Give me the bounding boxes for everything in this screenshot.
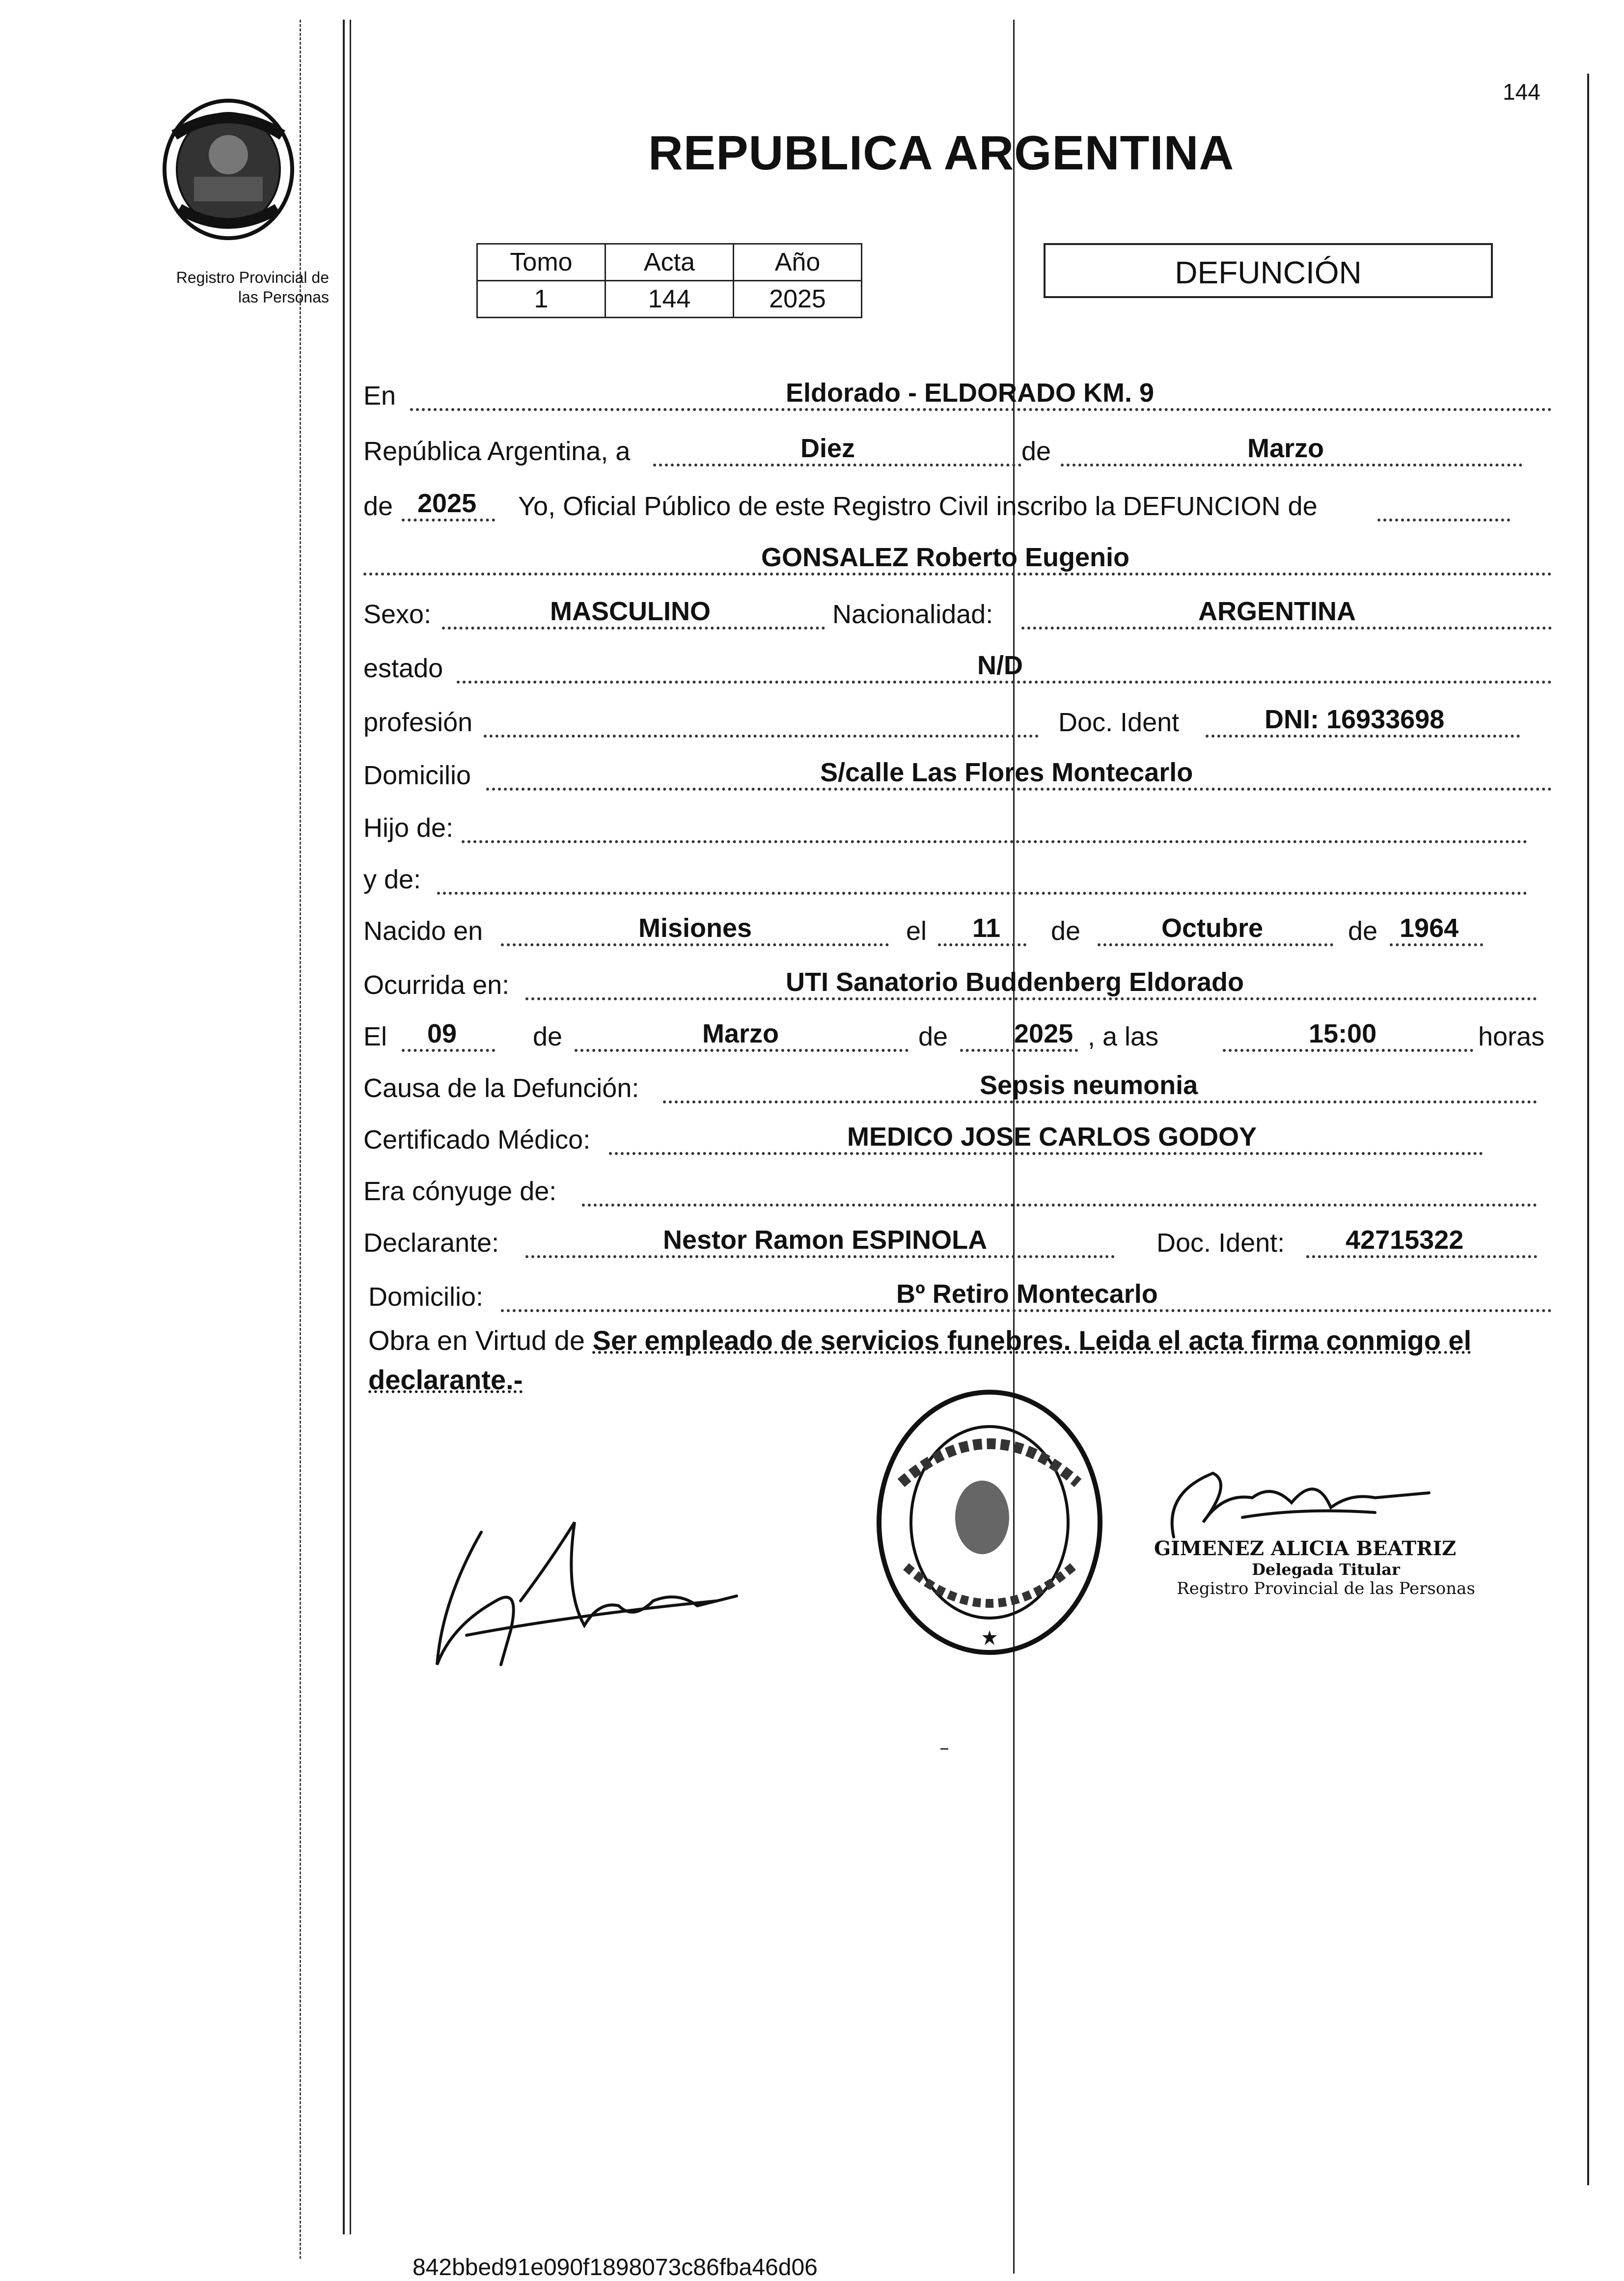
registry-caption-line1: Registro Provincial de — [176, 269, 329, 286]
nac-dia-value: 11 — [972, 913, 1001, 943]
row-decl-domicilio — [363, 1272, 1552, 1316]
causa-value: Sepsis neumonia — [980, 1071, 1198, 1100]
row-nombre — [363, 535, 1552, 579]
en-label: En — [363, 381, 396, 411]
docident-label: Doc. Ident — [1058, 708, 1180, 737]
official-title: Delegada Titular — [1252, 1560, 1400, 1579]
row-estado — [363, 643, 1552, 687]
def-hora-value: 15:00 — [1309, 1019, 1377, 1048]
conyuge-fill — [582, 1174, 1537, 1207]
official-block — [1154, 1537, 1498, 1598]
yde-label: y de: — [363, 865, 421, 894]
certificado-label: Certificado Médico: — [363, 1125, 591, 1154]
row-inscripcion — [363, 481, 1552, 525]
declarant-signature — [422, 1503, 746, 1679]
dia-value: Diez — [800, 434, 855, 463]
declarante-label: Declarante: — [363, 1228, 499, 1258]
domicilio-value: S/calle Las Flores Montecarlo — [820, 758, 1193, 787]
mes-value: Marzo — [1247, 434, 1324, 463]
declarant-signature-icon — [422, 1503, 746, 1679]
stamp-icon — [872, 1385, 1107, 1660]
nombre-value: GONSALEZ Roberto Eugenio — [761, 543, 1129, 572]
obra-value-line1: Ser empleado de servicios funebres. Leida el acta firma conmigo el — [592, 1325, 1472, 1356]
row-ocurrida — [363, 960, 1542, 1004]
record-table-header-row — [477, 244, 862, 281]
decl-doc-value: 42715322 — [1346, 1225, 1464, 1255]
row-nacido — [363, 906, 1542, 950]
ocurrida-label: Ocurrida en: — [363, 970, 510, 1000]
hijo-fill — [462, 811, 1527, 843]
declarante-value: Nestor Ramon ESPINOLA — [663, 1225, 988, 1255]
nac-de1-label: de — [1051, 916, 1081, 946]
alas-label: , a las — [1088, 1022, 1159, 1051]
profesion-fill — [484, 705, 1039, 738]
row-hijo — [363, 803, 1542, 847]
official-stamp — [872, 1385, 1107, 1660]
record-value-anio: 2025 — [734, 281, 862, 318]
el-label: el — [906, 916, 927, 946]
row-profesion — [363, 697, 1552, 742]
row-domicilio — [363, 750, 1552, 795]
def-de1-label: de — [533, 1022, 563, 1051]
province-seal — [155, 96, 302, 243]
record-table-value-row — [477, 281, 862, 318]
small-mark — [940, 1748, 948, 1750]
yo-fill — [1377, 489, 1510, 522]
def-anio-value: 2025 — [1014, 1019, 1073, 1048]
ocurrida-value: UTI Sanatorio Buddenberg Eldorado — [786, 967, 1244, 997]
row-yde — [363, 854, 1542, 899]
certificado-value: MEDICO JOSE CARLOS GODOY — [847, 1122, 1257, 1152]
record-header-tomo: Tomo — [477, 244, 606, 281]
nac-mes-value: Octubre — [1161, 913, 1264, 943]
decl-doc-label: Doc. Ident: — [1156, 1228, 1285, 1258]
republica-label: República Argentina, a — [363, 437, 631, 466]
de-label: de — [1021, 437, 1051, 466]
obra-value-line2: declarante.- — [368, 1364, 523, 1395]
obra-label: Obra en Virtud de — [368, 1325, 585, 1356]
row-fecha — [363, 426, 1552, 470]
registry-caption — [123, 268, 329, 307]
record-value-tomo: 1 — [477, 281, 606, 318]
record-table — [476, 243, 862, 318]
official-name: GIMENEZ ALICIA BEATRIZ — [1154, 1537, 1457, 1560]
def-dia-value: 09 — [427, 1019, 457, 1048]
nacido-value: Misiones — [638, 913, 752, 943]
conyuge-label: Era cónyuge de: — [363, 1177, 557, 1206]
official-office: Registro Provincial de las Personas — [1177, 1579, 1475, 1598]
nacionalidad-label: Nacionalidad: — [832, 600, 993, 629]
margin-line-left — [343, 20, 345, 2234]
hijo-label: Hijo de: — [363, 813, 454, 843]
row-certificado — [363, 1115, 1542, 1159]
row-fecha-defuncion — [363, 1012, 1552, 1056]
sexo-value: MASCULINO — [550, 597, 711, 626]
record-header-anio: Año — [734, 244, 862, 281]
row-declarante — [363, 1218, 1542, 1262]
nacionalidad-value: ARGENTINA — [1198, 597, 1356, 626]
horas-label: horas — [1478, 1022, 1545, 1051]
causa-label: Causa de la Defunción: — [363, 1073, 639, 1103]
nacido-label: Nacido en — [363, 916, 483, 946]
margin-line-right — [1587, 74, 1589, 2185]
official-signature-icon — [1154, 1463, 1459, 1547]
decl-domicilio-value: Bº Retiro Montecarlo — [896, 1279, 1158, 1309]
page-number: 144 — [1503, 79, 1541, 105]
docident-value: DNI: 16933698 — [1265, 705, 1445, 734]
registry-caption-line2: las Personas — [238, 288, 329, 306]
row-conyuge — [363, 1166, 1542, 1210]
domicilio-label: Domicilio — [363, 761, 471, 790]
profesion-label: profesión — [363, 708, 473, 737]
estado-label: estado — [363, 654, 443, 683]
document-hash: 842bbed91e090f1898073c86fba46d06 — [413, 2254, 818, 2281]
yo-text: Yo, Oficial Público de este Registro Civil inscribo la DEFUNCION de — [518, 492, 1318, 521]
record-header-acta: Acta — [606, 244, 734, 281]
province-seal-icon — [155, 96, 302, 243]
yde-fill — [437, 862, 1527, 895]
margin-dash-left — [300, 20, 301, 2259]
sexo-label: Sexo: — [363, 600, 432, 629]
nac-anio-value: 1964 — [1400, 913, 1459, 943]
nac-de2-label: de — [1348, 916, 1378, 946]
page-title: REPUBLICA ARGENTINA — [648, 126, 1235, 180]
record-value-acta: 144 — [606, 281, 734, 318]
def-de2-label: de — [918, 1022, 948, 1051]
official-signature — [1154, 1463, 1459, 1547]
row-causa — [363, 1063, 1542, 1107]
el2-label: El — [363, 1022, 387, 1051]
en-value: Eldorado - ELDORADO KM. 9 — [786, 378, 1155, 408]
def-mes-value: Marzo — [702, 1019, 779, 1048]
decl-domicilio-label: Domicilio: — [368, 1282, 484, 1312]
act-type-box: DEFUNCIÓN — [1044, 243, 1493, 298]
de2-label: de — [363, 492, 393, 521]
row-sexo — [363, 589, 1552, 633]
row-en — [363, 371, 1552, 415]
margin-line-left-2 — [350, 20, 351, 2234]
estado-value: N/D — [977, 651, 1023, 680]
anio-value: 2025 — [417, 489, 477, 518]
